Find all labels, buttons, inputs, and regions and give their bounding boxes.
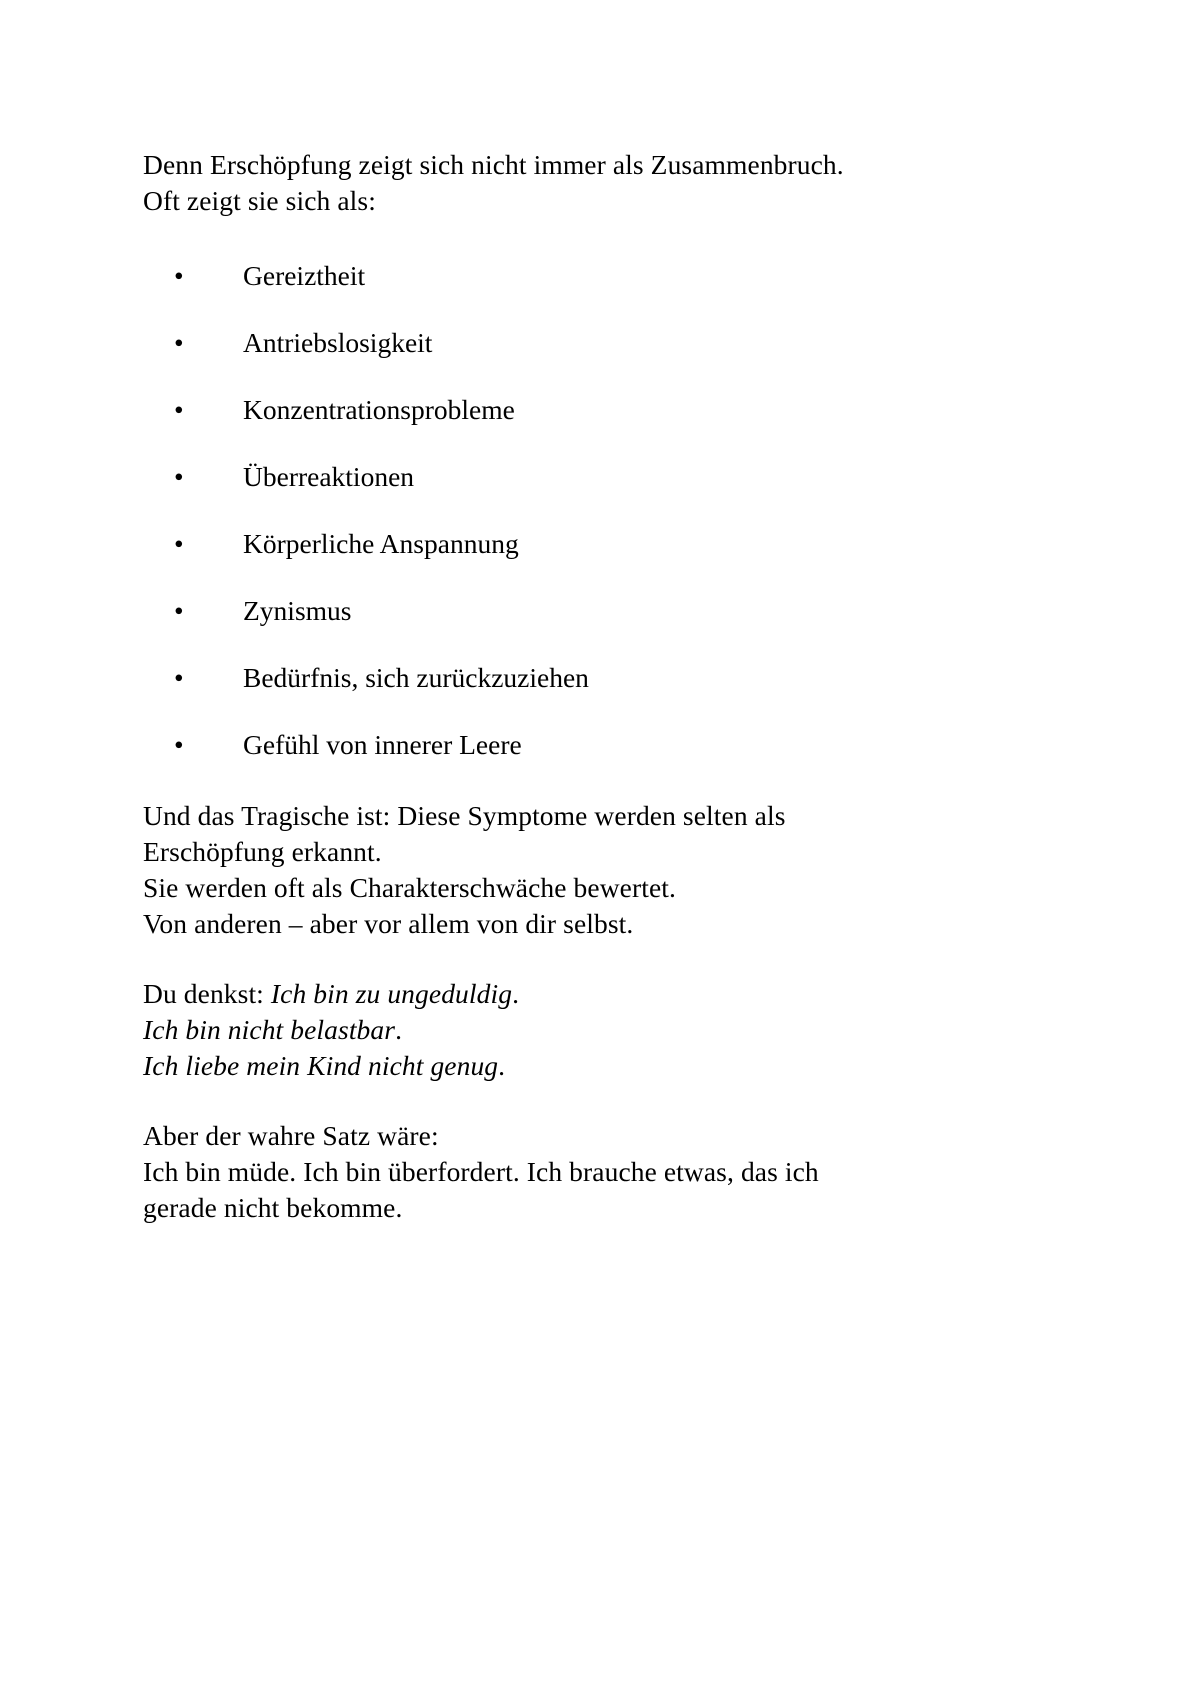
intro-line-1: Denn Erschöpfung zeigt sich nicht immer als Zusammenbruch. [143,149,844,180]
bullet-icon: • [174,260,184,291]
truth-line-3: gerade nicht bekomme. [143,1192,403,1223]
tragic-line-2: Erschöpfung erkannt. [143,836,382,867]
thought-1-period: . [512,978,520,1009]
list-item-label: Körperliche Anspannung [243,528,519,559]
symptoms-list [143,259,933,762]
thought-2-period: . [395,1014,403,1045]
list-item-label: Konzentrationsprobleme [243,394,515,425]
thoughts-line-2 [143,1014,402,1045]
list-item [143,661,933,695]
list-item-label: Gereiztheit [243,260,366,291]
tragic-line-3: Sie werden oft als Charakterschwäche bewertet. [143,872,676,903]
bullet-icon: • [174,662,184,693]
truth-paragraph [143,1118,933,1226]
thoughts-line-1 [143,978,519,1009]
spacer [143,1084,933,1118]
thought-3: Ich liebe mein Kind nicht genug [143,1050,499,1081]
list-item-label: Überreaktionen [243,461,415,492]
thought-3-period: . [498,1050,506,1081]
truth-line-2: Ich bin müde. Ich bin überfordert. Ich brauche etwas, das ich [143,1156,819,1187]
thoughts-paragraph [143,976,933,1084]
bullet-icon: • [174,528,184,559]
tragic-line-1: Und das Tragische ist: Diese Symptome werden selten als [143,800,786,831]
intro-line-2: Oft zeigt sie sich als: [143,185,376,216]
bullet-icon: • [174,461,184,492]
list-item [143,594,933,628]
list-item-label: Gefühl von innerer Leere [243,729,522,760]
bullet-icon: • [174,394,184,425]
spacer [143,762,933,798]
list-item-label: Antriebslosigkeit [243,327,433,358]
thoughts-line-3 [143,1050,505,1081]
tragic-line-4: Von anderen – aber vor allem von dir selbst. [143,908,634,939]
list-item [143,460,933,494]
list-item [143,259,933,293]
list-item [143,728,933,762]
spacer [143,942,933,976]
truth-line-1: Aber der wahre Satz wäre: [143,1120,439,1151]
list-item [143,393,933,427]
list-item [143,527,933,561]
bullet-icon: • [174,327,184,358]
document-body [143,147,933,1226]
tragic-paragraph [143,798,933,942]
list-item-label: Bedürfnis, sich zurückzuziehen [243,662,589,693]
list-item [143,326,933,360]
thought-2: Ich bin nicht belastbar [143,1014,396,1045]
thought-1: Ich bin zu ungeduldig [270,978,513,1009]
bullet-icon: • [174,729,184,760]
intro-paragraph [143,147,933,219]
list-item-label: Zynismus [243,595,352,626]
bullet-icon: • [174,595,184,626]
thoughts-lead: Du denkst: [143,978,271,1009]
